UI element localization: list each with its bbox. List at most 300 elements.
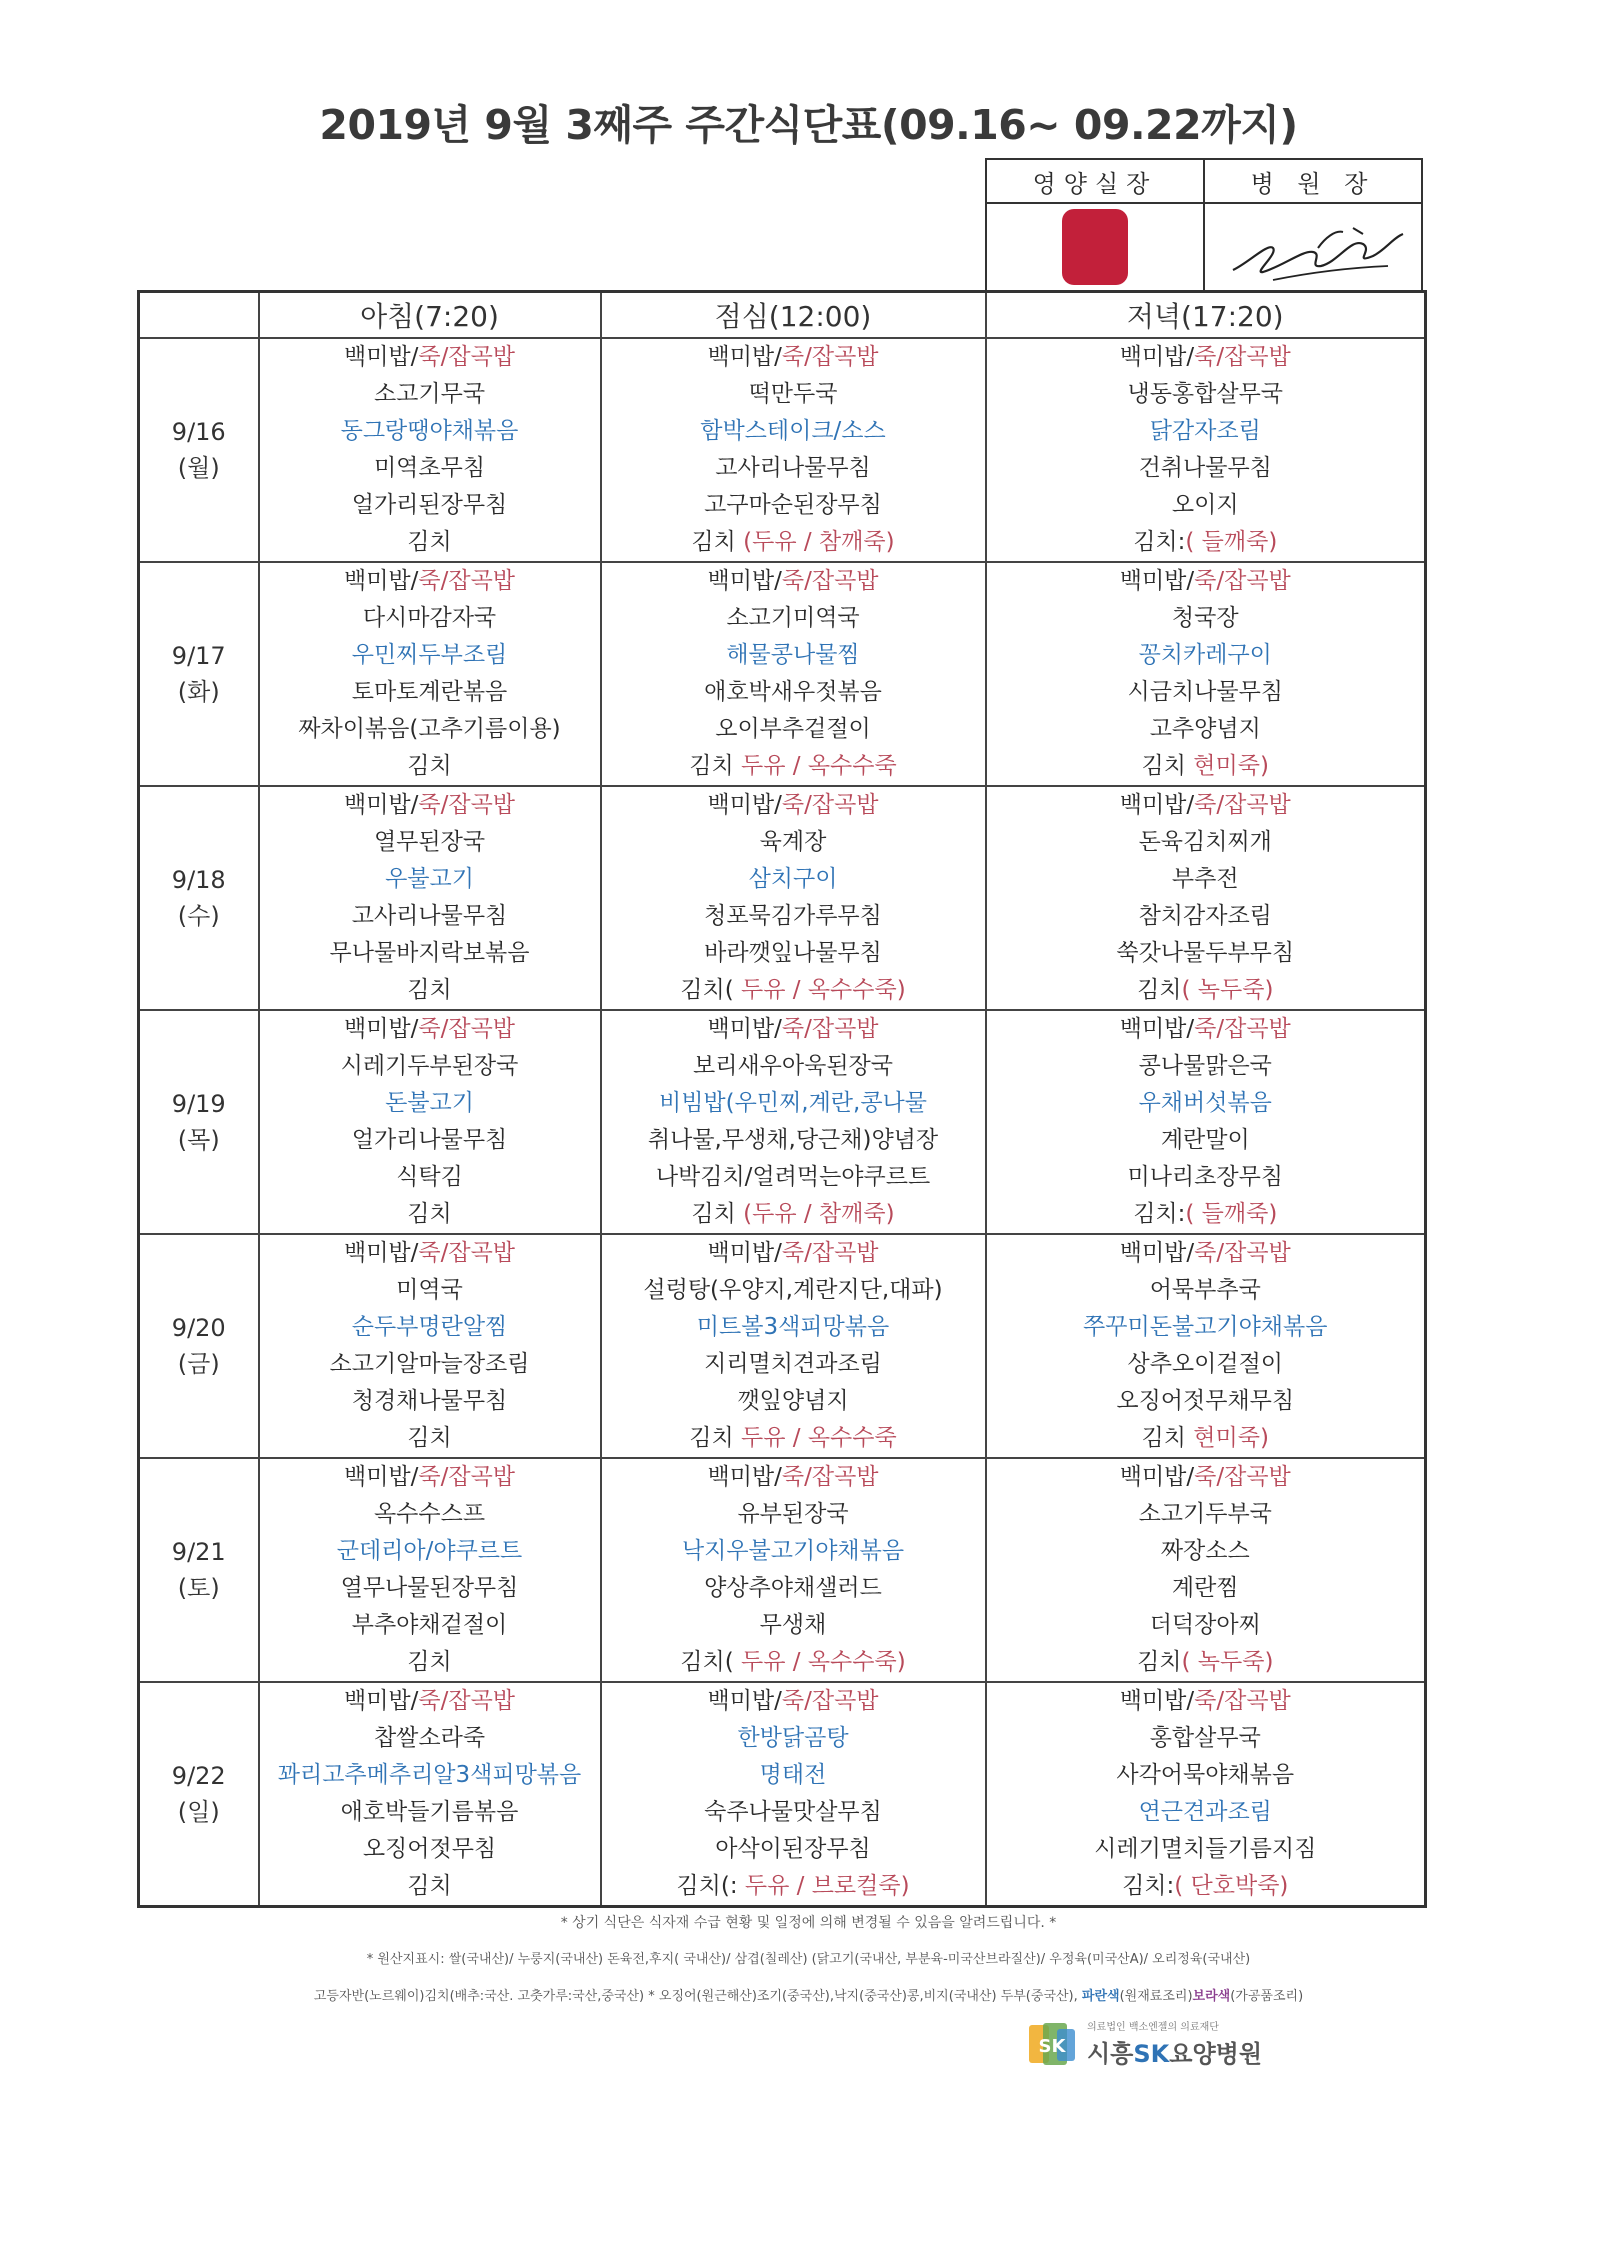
menu-item-text: 백미밥/ [707,568,782,594]
menu-item [260,1346,600,1383]
dinner-cell [986,1234,1426,1458]
menu-item [602,1496,985,1533]
menu-item [260,898,600,935]
header-day-cell [139,292,259,339]
menu-item-text: 백미밥/ [343,568,419,594]
menu-item-text: 콩나물맑은국 [1138,1053,1272,1079]
menu-item-text: 김치 [1137,1649,1182,1675]
menu-item [260,935,600,972]
menu-item-text: 미나리초장무침 [1127,1164,1284,1190]
menu-item-text: 취나물,무생채,당근채)양념장 [647,1127,939,1153]
origin-notice: * 원산지표시: 쌀(국내산)/ 누룽지(국내산) 돈육전,후지( 국내산)/ 삼겹(칠레산) (닭고기(국내산, 부분육-미국산브라질산)/ 우정육(미국산A)/ 오리정육(국내산) [366,1952,1251,1967]
day-row [139,1458,1426,1682]
menu-item [602,487,985,524]
menu-item-text: 백미밥/ [343,1016,419,1042]
menu-item [260,1196,600,1233]
menu-item [602,1383,985,1420]
header-breakfast: 아침(7:20) [259,292,601,339]
day-row [139,1010,1426,1234]
day-weekday: (금) [177,1350,220,1378]
menu-item-text: 고사리나물무침 [351,903,508,929]
menu-item [260,1420,600,1457]
day-date: 9/21 [171,1538,226,1566]
menu-item-porridge: 죽/잡곡밥 [781,1464,879,1490]
menu-item [987,1048,1425,1085]
menu-item [602,711,985,748]
breakfast-cell [259,1010,601,1234]
menu-item-text: 김치: [1122,1873,1175,1899]
day-row [139,1234,1426,1458]
menu-item-text: 냉동홍합살무국 [1127,381,1284,407]
menu-item-text: 소고기미역국 [726,605,860,631]
menu-item [987,1309,1425,1346]
menu-item [260,1757,600,1794]
menu-item-text: 함박스테이크/소스 [700,418,886,444]
menu-item [260,1831,600,1868]
menu-item-porridge: 죽/잡곡밥 [418,1688,516,1714]
menu-item-porridge: 죽/잡곡밥 [781,568,879,594]
weekly-menu-table [137,290,1427,1908]
menu-item-porridge: 두유 / 브로컬죽) [744,1873,910,1899]
menu-item-text: 더덕장아찌 [1149,1612,1261,1638]
approval-signature-cell [1204,203,1422,291]
dinner-cell [986,786,1426,1010]
menu-item-text: 삼치구이 [748,866,838,892]
menu-item [987,1420,1425,1457]
day-date: 9/18 [171,866,226,894]
menu-item-porridge: 죽/잡곡밥 [781,1240,879,1266]
menu-item-porridge: 죽/잡곡밥 [1194,792,1291,818]
menu-item-porridge: 죽/잡곡밥 [781,1016,879,1042]
menu-item-text: 얼가리된장무침 [351,492,508,518]
menu-item-porridge: 두유 / 옥수수죽) [741,977,906,1003]
menu-item-text: 계란찜 [1171,1575,1239,1601]
header-dinner: 저녁(17:20) [986,292,1426,339]
menu-item [602,824,985,861]
menu-item [260,1533,600,1570]
menu-item [602,898,985,935]
menu-item-text: 애호박들기름볶음 [340,1799,519,1825]
menu-item-text: 미역초무침 [373,455,486,481]
menu-item [602,1607,985,1644]
menu-item-text: 백미밥/ [707,1016,782,1042]
menu-item-text: 설렁탕(우양지,계란지단,대파) [643,1277,943,1303]
menu-item [260,824,600,861]
menu-item [602,1085,985,1122]
legend-blue-note: (원재료조리) [1119,1989,1193,2004]
menu-item-text: 건취나물무침 [1138,455,1272,481]
menu-item-text: 참치감자조림 [1138,903,1272,929]
menu-item [987,748,1425,785]
menu-item [987,972,1425,1009]
menu-item-text: 쭈꾸미돈불고기야채볶음 [1083,1314,1328,1340]
lunch-cell [601,786,986,1010]
menu-item [260,450,600,487]
menu-item [987,674,1425,711]
dinner-cell [986,1682,1426,1907]
menu-item [602,861,985,898]
menu-item [987,339,1425,376]
menu-item-text: 유부된장국 [737,1501,849,1527]
menu-item [260,674,600,711]
menu-item [602,1794,985,1831]
menu-item-text: 미트볼3색피망볶음 [696,1314,890,1340]
menu-item [602,1159,985,1196]
menu-item-porridge: (두유 / 참깨죽) [743,529,895,555]
menu-item [260,524,600,561]
svg-text:SK: SK [1038,2035,1066,2057]
menu-item-text: 열무나물된장무침 [340,1575,519,1601]
menu-item [260,339,600,376]
menu-item-text: 김치 [1137,977,1182,1003]
menu-item-text: 토마토계란볶음 [351,679,508,705]
menu-item-text: 백미밥/ [343,1688,419,1714]
menu-item-text: 어묵부추국 [1149,1277,1261,1303]
menu-item-text: 김치 [691,529,744,555]
menu-item-text: 백미밥/ [707,1240,782,1266]
menu-item [987,1122,1425,1159]
origin-notice-2 [0,1985,1617,2004]
origin-notice-2-main: 고등자반(노르웨이)김치(배추:국산. 고춧가루:국산,중국산) * 오징어(원근해산)조기(중국산),낙지(중국산)콩,비지(국내산) 두부(중국산), [313,1989,1082,2004]
menu-item-text: 소고기두부국 [1138,1501,1272,1527]
day-cell [139,1682,259,1907]
menu-item-porridge: 죽/잡곡밥 [1194,344,1291,370]
menu-item-text: 시레기멸치들기름지짐 [1094,1836,1317,1862]
day-date: 9/16 [171,418,226,446]
menu-item-text: 육계장 [759,829,827,855]
menu-item [602,1720,985,1757]
menu-item-porridge: 죽/잡곡밥 [1194,568,1291,594]
menu-item-text: 고구마순된장무침 [704,492,882,518]
menu-item-text: 낙지우불고기야채볶음 [681,1538,905,1564]
menu-item-text: 김치 [407,1649,452,1675]
legend-purple-label: 보라색 [1192,1989,1231,2004]
menu-item [260,637,600,674]
menu-item [602,1272,985,1309]
menu-item [987,1868,1425,1905]
menu-item [260,1496,600,1533]
menu-item-text: 애호박새우젓볶음 [704,679,882,705]
dinner-cell [986,338,1426,562]
lunch-cell [601,1234,986,1458]
menu-item-text: 김치: [1133,529,1186,555]
menu-item [602,1309,985,1346]
menu-item [987,600,1425,637]
menu-item-porridge: 죽/잡곡밥 [418,792,516,818]
breakfast-cell [259,786,601,1010]
day-cell [139,562,259,786]
menu-item-text: 백미밥/ [1119,344,1195,370]
menu-item-text: 청포묵김가루무침 [704,903,882,929]
menu-item [260,1048,600,1085]
menu-item-text: 백미밥/ [1119,1240,1195,1266]
menu-item [602,1122,985,1159]
menu-item [260,1085,600,1122]
menu-item [260,711,600,748]
menu-item-text: 사각어묵야채볶음 [1116,1762,1295,1788]
breakfast-cell [259,1682,601,1907]
menu-item-porridge: 현미죽) [1193,1425,1269,1451]
day-row [139,338,1426,562]
menu-item-porridge: 죽/잡곡밥 [418,1464,516,1490]
menu-item [602,450,985,487]
menu-item-porridge: 죽/잡곡밥 [1194,1464,1291,1490]
approval-box [985,158,1423,292]
menu-item-text: 상추오이겉절이 [1127,1351,1284,1377]
menu-item-text: 홍합살무국 [1149,1725,1261,1751]
day-cell [139,338,259,562]
menu-item [987,1570,1425,1607]
menu-item-text: 오징어젓무침 [362,1836,497,1862]
page-title: 2019년 9월 3째주 주간식단표(09.16~ 09.22까지) [319,101,1298,149]
menu-item-text: 백미밥/ [343,792,419,818]
menu-item [260,1272,600,1309]
menu-item-text: 짜장소스 [1160,1538,1250,1564]
menu-header-row [139,292,1426,339]
menu-item-text: 백미밥/ [343,1464,419,1490]
legend-purple-note: (가공품조리) [1230,1989,1304,2004]
menu-item-text: 김치 [691,1201,744,1227]
menu-item-text: 김치 [407,1201,452,1227]
day-cell [139,786,259,1010]
lunch-cell [601,1010,986,1234]
menu-item [260,1683,600,1720]
menu-item [602,339,985,376]
menu-item [987,1831,1425,1868]
hospital-logo-icon [1025,2019,1079,2069]
day-cell [139,1234,259,1458]
menu-item-text: 오이부추겉절이 [715,716,871,742]
menu-item-porridge: ( 들깨죽) [1185,1201,1278,1227]
menu-item [987,1720,1425,1757]
menu-item [602,376,985,413]
menu-item-text: 백미밥/ [1119,1464,1195,1490]
menu-item [260,1644,600,1681]
breakfast-cell [259,1458,601,1682]
menu-item [260,1011,600,1048]
menu-item-text: 돈불고기 [385,1090,474,1116]
day-row [139,1682,1426,1907]
approval-nutrition-manager-label: 영양실장 [986,159,1204,203]
menu-item-text: 해물콩나물찜 [726,642,860,668]
menu-item-text: 김치 [407,529,452,555]
menu-item [602,1235,985,1272]
dinner-cell [986,1010,1426,1234]
menu-item-text: 백미밥/ [707,344,782,370]
lunch-cell [601,1682,986,1907]
header-lunch: 점심(12:00) [601,292,986,339]
menu-item-porridge: ( 단호박죽) [1174,1873,1289,1899]
menu-item [987,711,1425,748]
day-date: 9/17 [171,642,226,670]
menu-item-porridge: 두유 / 옥수수죽) [741,1649,906,1675]
menu-item-text: 김치: [1133,1201,1186,1227]
seal-stamp-icon [1062,209,1128,285]
menu-item [602,1459,985,1496]
day-cell [139,1010,259,1234]
day-date: 9/19 [171,1090,226,1118]
menu-item [260,1794,600,1831]
day-weekday: (수) [177,902,220,930]
approval-director-label: 병 원 장 [1204,159,1422,203]
menu-item-text: 김치 [1141,1425,1194,1451]
lunch-cell [601,1458,986,1682]
menu-item-text: 김치 [407,977,452,1003]
menu-item-porridge: 죽/잡곡밥 [1194,1016,1291,1042]
menu-item-text: 다시마감자국 [362,605,497,631]
menu-item-text: 나박김치/얼려먹는야쿠르트 [655,1164,931,1190]
menu-item [602,1831,985,1868]
menu-item [987,1459,1425,1496]
menu-item [260,861,600,898]
menu-item [260,1122,600,1159]
menu-item [987,1794,1425,1831]
menu-item-text: 순두부명란알찜 [351,1314,508,1340]
hospital-logo [1025,2018,1262,2069]
menu-item-text: 부추야채겉절이 [351,1612,508,1638]
menu-item-text: 옥수수스프 [373,1501,486,1527]
menu-item [987,487,1425,524]
menu-item [987,1644,1425,1681]
menu-item-porridge: 두유 / 옥수수죽 [741,1425,897,1451]
breakfast-cell [259,1234,601,1458]
menu-item-text: 바라깻잎나물무침 [704,940,882,966]
menu-item-text: 지리멸치견과조림 [704,1351,882,1377]
menu-item [260,748,600,785]
menu-item [260,376,600,413]
menu-item [260,1459,600,1496]
menu-item [602,524,985,561]
menu-item [602,1533,985,1570]
menu-item [987,413,1425,450]
menu-item [987,450,1425,487]
menu-item-text: 오징어젓무채무침 [1116,1388,1295,1414]
menu-item [260,563,600,600]
menu-item [260,972,600,1009]
menu-item-text: 열무된장국 [373,829,486,855]
menu-item [260,487,600,524]
menu-item-text: 우채버섯볶음 [1138,1090,1272,1116]
day-date: 9/22 [171,1762,226,1790]
menu-item-text: 찹쌀소라죽 [373,1725,486,1751]
hospital-subtitle: 의료법인 백소엔젤의 의료재단 [1087,2022,1219,2033]
menu-item [602,563,985,600]
menu-item-porridge: 죽/잡곡밥 [1194,1240,1291,1266]
menu-item-text: 부추전 [1171,866,1239,892]
menu-item [602,1048,985,1085]
menu-item [987,898,1425,935]
breakfast-cell [259,338,601,562]
menu-item-text: 양상추야채샐러드 [704,1575,882,1601]
menu-item-text: 김치( [680,977,742,1003]
menu-item-porridge: 두유 / 옥수수죽 [741,753,897,779]
menu-item-text: 꽈리고추메추리알3색피망볶음 [277,1762,582,1788]
dinner-cell [986,1458,1426,1682]
menu-item-text: 무생채 [759,1612,827,1638]
menu-item-text: 백미밥/ [1119,568,1195,594]
menu-item [602,413,985,450]
menu-item-text: 백미밥/ [343,1240,419,1266]
menu-item-porridge: 현미죽) [1193,753,1269,779]
menu-item [260,1159,600,1196]
menu-item [602,1757,985,1794]
menu-change-notice: * 상기 식단은 식자재 수급 현황 및 일정에 의해 변경될 수 있음을 알려드립니다. * [560,1915,1057,1931]
menu-item [602,674,985,711]
menu-item-text: 닭감자조림 [1149,418,1261,444]
menu-item-text: 쑥갓나물두부무침 [1116,940,1295,966]
approval-stamp-cell [986,203,1204,291]
signature-icon [1213,208,1413,288]
menu-item-text: 소고기알마늘장조림 [329,1351,530,1377]
menu-item [987,1159,1425,1196]
menu-item-porridge: ( 녹두죽) [1181,1649,1274,1675]
menu-item [260,787,600,824]
day-weekday: (월) [177,454,220,482]
menu-item [987,1496,1425,1533]
menu-item-text: 오이지 [1171,492,1239,518]
menu-item [602,748,985,785]
menu-item [602,1868,985,1905]
menu-item [987,376,1425,413]
menu-item-text: 김치 [407,1425,452,1451]
menu-item-text: 소고기무국 [373,381,486,407]
menu-item-text: 백미밥/ [343,344,419,370]
menu-item [987,1383,1425,1420]
menu-item-text: 얼가리나물무침 [351,1127,508,1153]
menu-item-text: 동그랑땡야채볶음 [340,418,519,444]
menu-item [602,1196,985,1233]
menu-item-text: 백미밥/ [707,1688,782,1714]
menu-item [987,1085,1425,1122]
menu-item-text: 김치(: [676,1873,745,1899]
day-weekday: (일) [177,1798,220,1826]
menu-item-text: 연근견과조림 [1138,1799,1272,1825]
menu-item-text: 아삭이된장무침 [715,1836,871,1862]
menu-item [602,600,985,637]
lunch-cell [601,338,986,562]
menu-item [602,1644,985,1681]
menu-item-text: 김치 [1141,753,1194,779]
menu-item-text: 꽁치카레구이 [1138,642,1272,668]
menu-item-text: 보리새우아욱된장국 [693,1053,893,1079]
menu-item [987,1196,1425,1233]
menu-item [987,824,1425,861]
menu-item [260,1383,600,1420]
menu-item-text: 백미밥/ [1119,1688,1195,1714]
menu-item-text: 김치( [680,1649,742,1675]
menu-item-porridge: 죽/잡곡밥 [781,344,879,370]
menu-item-text: 백미밥/ [1119,792,1195,818]
menu-item-text: 무나물바지락보볶음 [329,940,530,966]
menu-item-text: 비빔밥(우민찌,계란,콩나물 [659,1090,927,1116]
menu-item [260,600,600,637]
menu-item-text: 숙주나물맛살무침 [704,1799,882,1825]
menu-item-text: 우민찌두부조림 [351,642,508,668]
menu-item-text: 명태전 [759,1762,827,1788]
menu-item-text: 김치 [407,753,452,779]
menu-item-text: 식탁김 [396,1164,463,1190]
menu-item [260,1607,600,1644]
day-row [139,562,1426,786]
menu-item [602,1420,985,1457]
hospital-name-suffix: 요양병원 [1169,2040,1263,2068]
menu-item [602,787,985,824]
menu-item-text: 청경채나물무침 [351,1388,508,1414]
menu-item-text: 청국장 [1171,605,1239,631]
menu-item [987,1235,1425,1272]
menu-item [987,1011,1425,1048]
menu-item-text: 백미밥/ [707,792,782,818]
